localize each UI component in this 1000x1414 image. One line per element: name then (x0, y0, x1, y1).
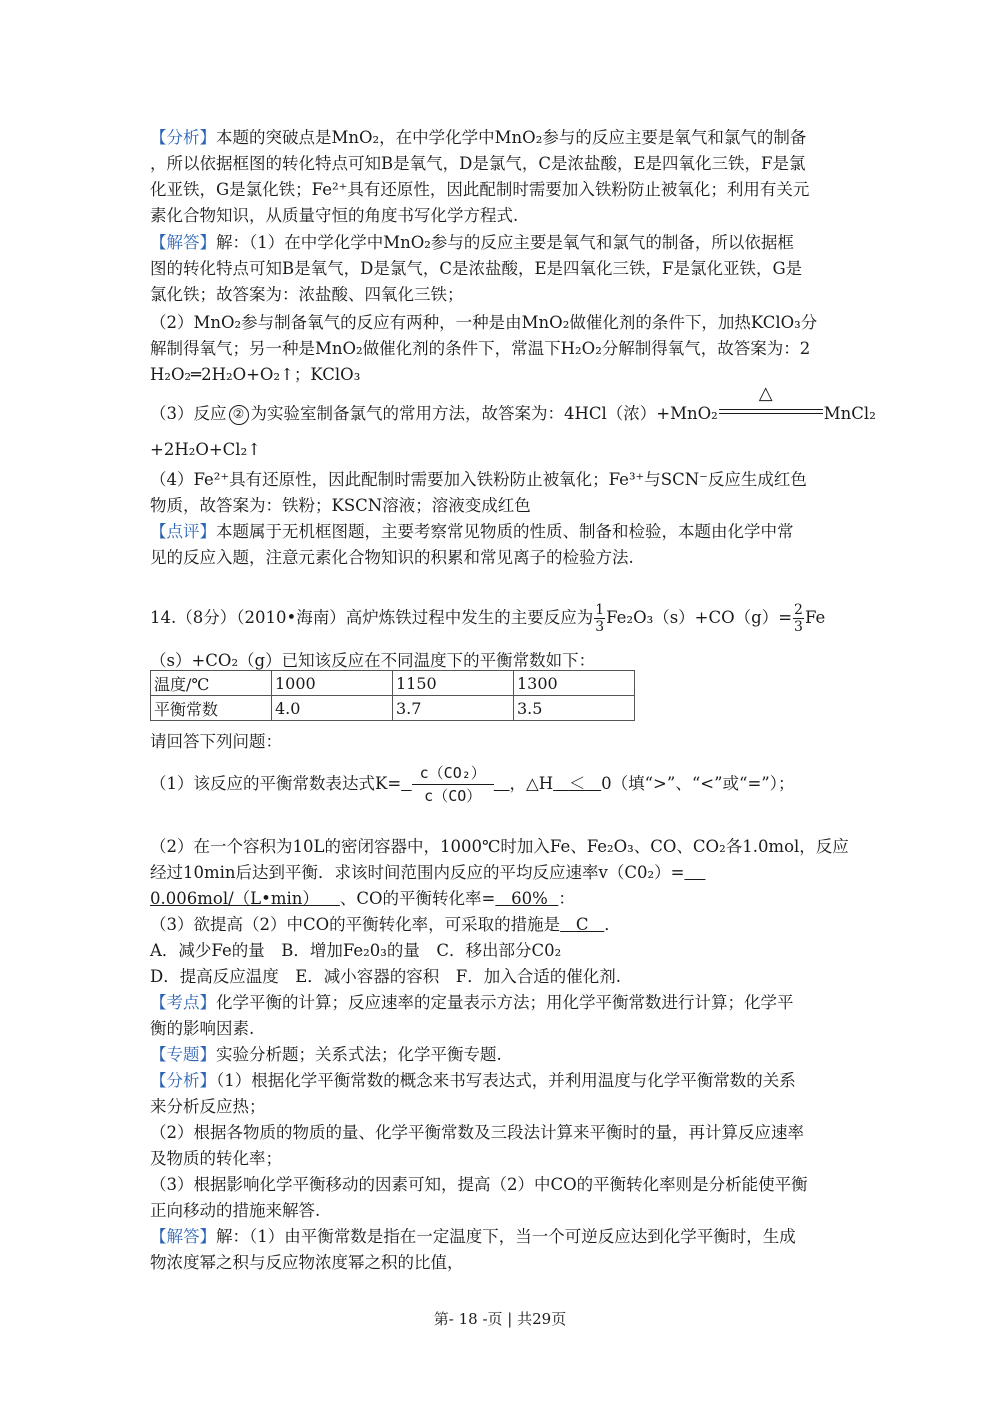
fraction-one-third: $\frac{1}{3}$ (595, 602, 605, 635)
q14-sub2-line: 0.006mol/（L•min） 、CO的平衡转化率= 60% ： (150, 889, 575, 908)
q13-part4-line: （4）Fe²⁺具有还原性，因此配制时需要加入铁粉防止被氧化；Fe³⁺与SCN⁻反应生成红色 (150, 470, 807, 489)
q14-answer-line: 【解答】解：（1）由平衡常数是指在一定温度下，当一个可逆反应达到化学平衡时，生成 (150, 1227, 796, 1246)
q13-analysis-line: 素化合物知识，从质量守恒的角度书写化学方程式. (150, 206, 519, 225)
analysis-tag: 【分析】 (150, 128, 216, 147)
q13-part2-line: 解制得氧气；另一种是MnO₂做催化剂的条件下，常温下H₂O₂分解制得氧气，故答案为：2 (150, 339, 811, 358)
table-cell: 1150 (393, 671, 514, 696)
q13-analysis-line: 化亚铁，G是氯化铁；Fe²⁺具有还原性，因此配制时需要加入铁粉防止被氧化；利用有关元 (150, 180, 810, 199)
answer-blank: 60% (511, 889, 548, 908)
q14-analysis-line: （3）根据影响化学平衡移动的因素可知，提高（2）中CO的平衡转化率则是分析能使平衡 (150, 1175, 808, 1194)
answer-tag: 【解答】 (150, 1227, 216, 1246)
q14-heading-line2: （s）+CO₂（g）已知该反应在不同温度下的平衡常数如下： (150, 651, 596, 670)
answer-tag: 【解答】 (150, 233, 216, 252)
table-row (151, 696, 635, 721)
q14-answer-line: 物浓度幂之积与反应物浓度幂之积的比值， (150, 1253, 464, 1272)
q13-part3-line: （3）反应 ② 为实验室制备氯气的常用方法，故答案为：4HCl（浓）+MnO₂ △ MnCl₂ (150, 383, 876, 423)
q13-part4-line: 物质，故答案为：铁粉；KSCN溶液；溶液变成红色 (150, 496, 531, 515)
table-row (151, 671, 635, 696)
q13-analysis-line: ，所以依据框图的转化特点可知B是氧气，D是氯气，C是浓盐酸，E是四氧化三铁，F是氯 (150, 154, 806, 173)
k-expression-fraction: $\frac{\text{c（CO₂）}}{c(CO)}$ (412, 762, 494, 807)
q14-heading: 14.（8分）（2010•海南）高炉炼铁过程中发生的主要反应为 $\frac{1}{3}$ Fe₂O₃（s）+CO（g）= $\frac{2}{3}$ Fe (150, 602, 826, 635)
table-cell: 1300 (514, 671, 635, 696)
answer-blank: ＜ (568, 774, 586, 793)
q13-part2-line: H₂O₂═2H₂O+O₂↑；KClO₃ (150, 365, 361, 384)
table-cell: 3.5 (514, 696, 635, 721)
fraction-two-thirds: $\frac{2}{3}$ (794, 602, 803, 635)
q14-analysis-line: 来分析反应热； (150, 1097, 266, 1116)
table-cell: 1000 (272, 671, 393, 696)
q13-answer-line: 【解答】解：（1）在中学化学中MnO₂参与的反应主要是氧气和氯气的制备，所以依据框 (150, 233, 794, 252)
q13-part3-line: +2H₂O+Cl₂↑ (150, 440, 262, 459)
table-cell: 温度/℃ (151, 671, 272, 696)
q13-comment-line: 见的反应入题，注意元素化合物知识的积累和常见离子的检验方法. (150, 548, 634, 567)
q14-kaodian-line: 【考点】化学平衡的计算；反应速率的定量表示方法；用化学平衡常数进行计算；化学平 (150, 993, 794, 1012)
table-cell: 4.0 (272, 696, 393, 721)
q13-comment-line: 【点评】本题属于无机框图题，主要考察常见物质的性质、制备和检验，本题由化学中常 (150, 522, 794, 541)
q14-analysis-line: 【分析】（1）根据化学平衡常数的概念来书写表达式，并利用温度与化学平衡常数的关系 (150, 1071, 796, 1090)
analysis-tag: 【分析】 (150, 1071, 216, 1090)
answer-blank: 0.006mol/（L•min） (150, 889, 319, 908)
q13-part2-line: （2）MnO₂参与制备氧气的反应有两种，一种是由MnO₂做催化剂的条件下，加热KClO₃分 (150, 313, 818, 332)
q13-analysis-line: 【分析】本题的突破点是MnO₂，在中学化学中MnO₂参与的反应主要是氧气和氯气的制备 (150, 128, 807, 147)
equilibrium-constant-table (150, 670, 635, 721)
q14-prompt: 请回答下列问题： (150, 732, 282, 751)
zhuanti-tag: 【专题】 (150, 1045, 216, 1064)
answer-blank: C (575, 915, 589, 934)
comment-tag: 【点评】 (150, 522, 216, 541)
q14-sub2-line: 经过10min后达到平衡．求该时间范围内反应的平均反应速率v（C0₂）= (150, 863, 685, 882)
q14-analysis-line: 及物质的转化率； (150, 1149, 282, 1168)
kaodian-tag: 【考点】 (150, 993, 216, 1012)
q14-analysis-line: 正向移动的措施来解答. (150, 1201, 321, 1220)
heating-condition-equals (719, 383, 823, 419)
q14-sub3-line: （3）欲提高（2）中CO的平衡转化率，可采取的措施是 C ． (150, 915, 621, 934)
q13-answer-line: 氯化铁；故答案为：浓盐酸、四氧化三铁； (150, 285, 464, 304)
q14-analysis-line: （2）根据各物质的物质的量、化学平衡常数及三段法计算来平衡时的量，再计算反应速率 (150, 1123, 804, 1142)
q14-sub1-line: （1）该反应的平衡常数表达式K= $\frac{\text{c（CO₂）}}{c(CO)}$ ，△H ＜ 0（填“>”、“<”或“=”）； (150, 764, 795, 805)
q14-sub2-line: （2）在一个容积为10L的密闭容器中，1000℃时加入Fe、Fe₂O₃、CO、CO₂各1.0mol，反应 (150, 837, 849, 856)
q13-answer-line: 图的转化特点可知B是氧气，D是氯气，C是浓盐酸，E是四氧化三铁，F是氯化亚铁，G是 (150, 259, 803, 278)
q14-kaodian-line: 衡的影响因素. (150, 1019, 255, 1038)
q14-options-line: D．提高反应温度 E．减小容器的容积 F．加入合适的催化剂. (150, 967, 621, 986)
table-cell: 3.7 (393, 696, 514, 721)
circled-number: ② (229, 405, 249, 425)
heat-triangle-icon: △ (758, 383, 773, 404)
table-cell: 平衡常数 (151, 696, 272, 721)
page-footer: 第- 18 -页 | 共29页 (433, 1310, 567, 1328)
q14-options-line: A．减少Fe的量 B．增加Fe₂0₃的量 C．移出部分C0₂ (150, 941, 562, 960)
q14-zhuanti-line: 【专题】实验分析题；关系式法；化学平衡专题. (150, 1045, 502, 1064)
